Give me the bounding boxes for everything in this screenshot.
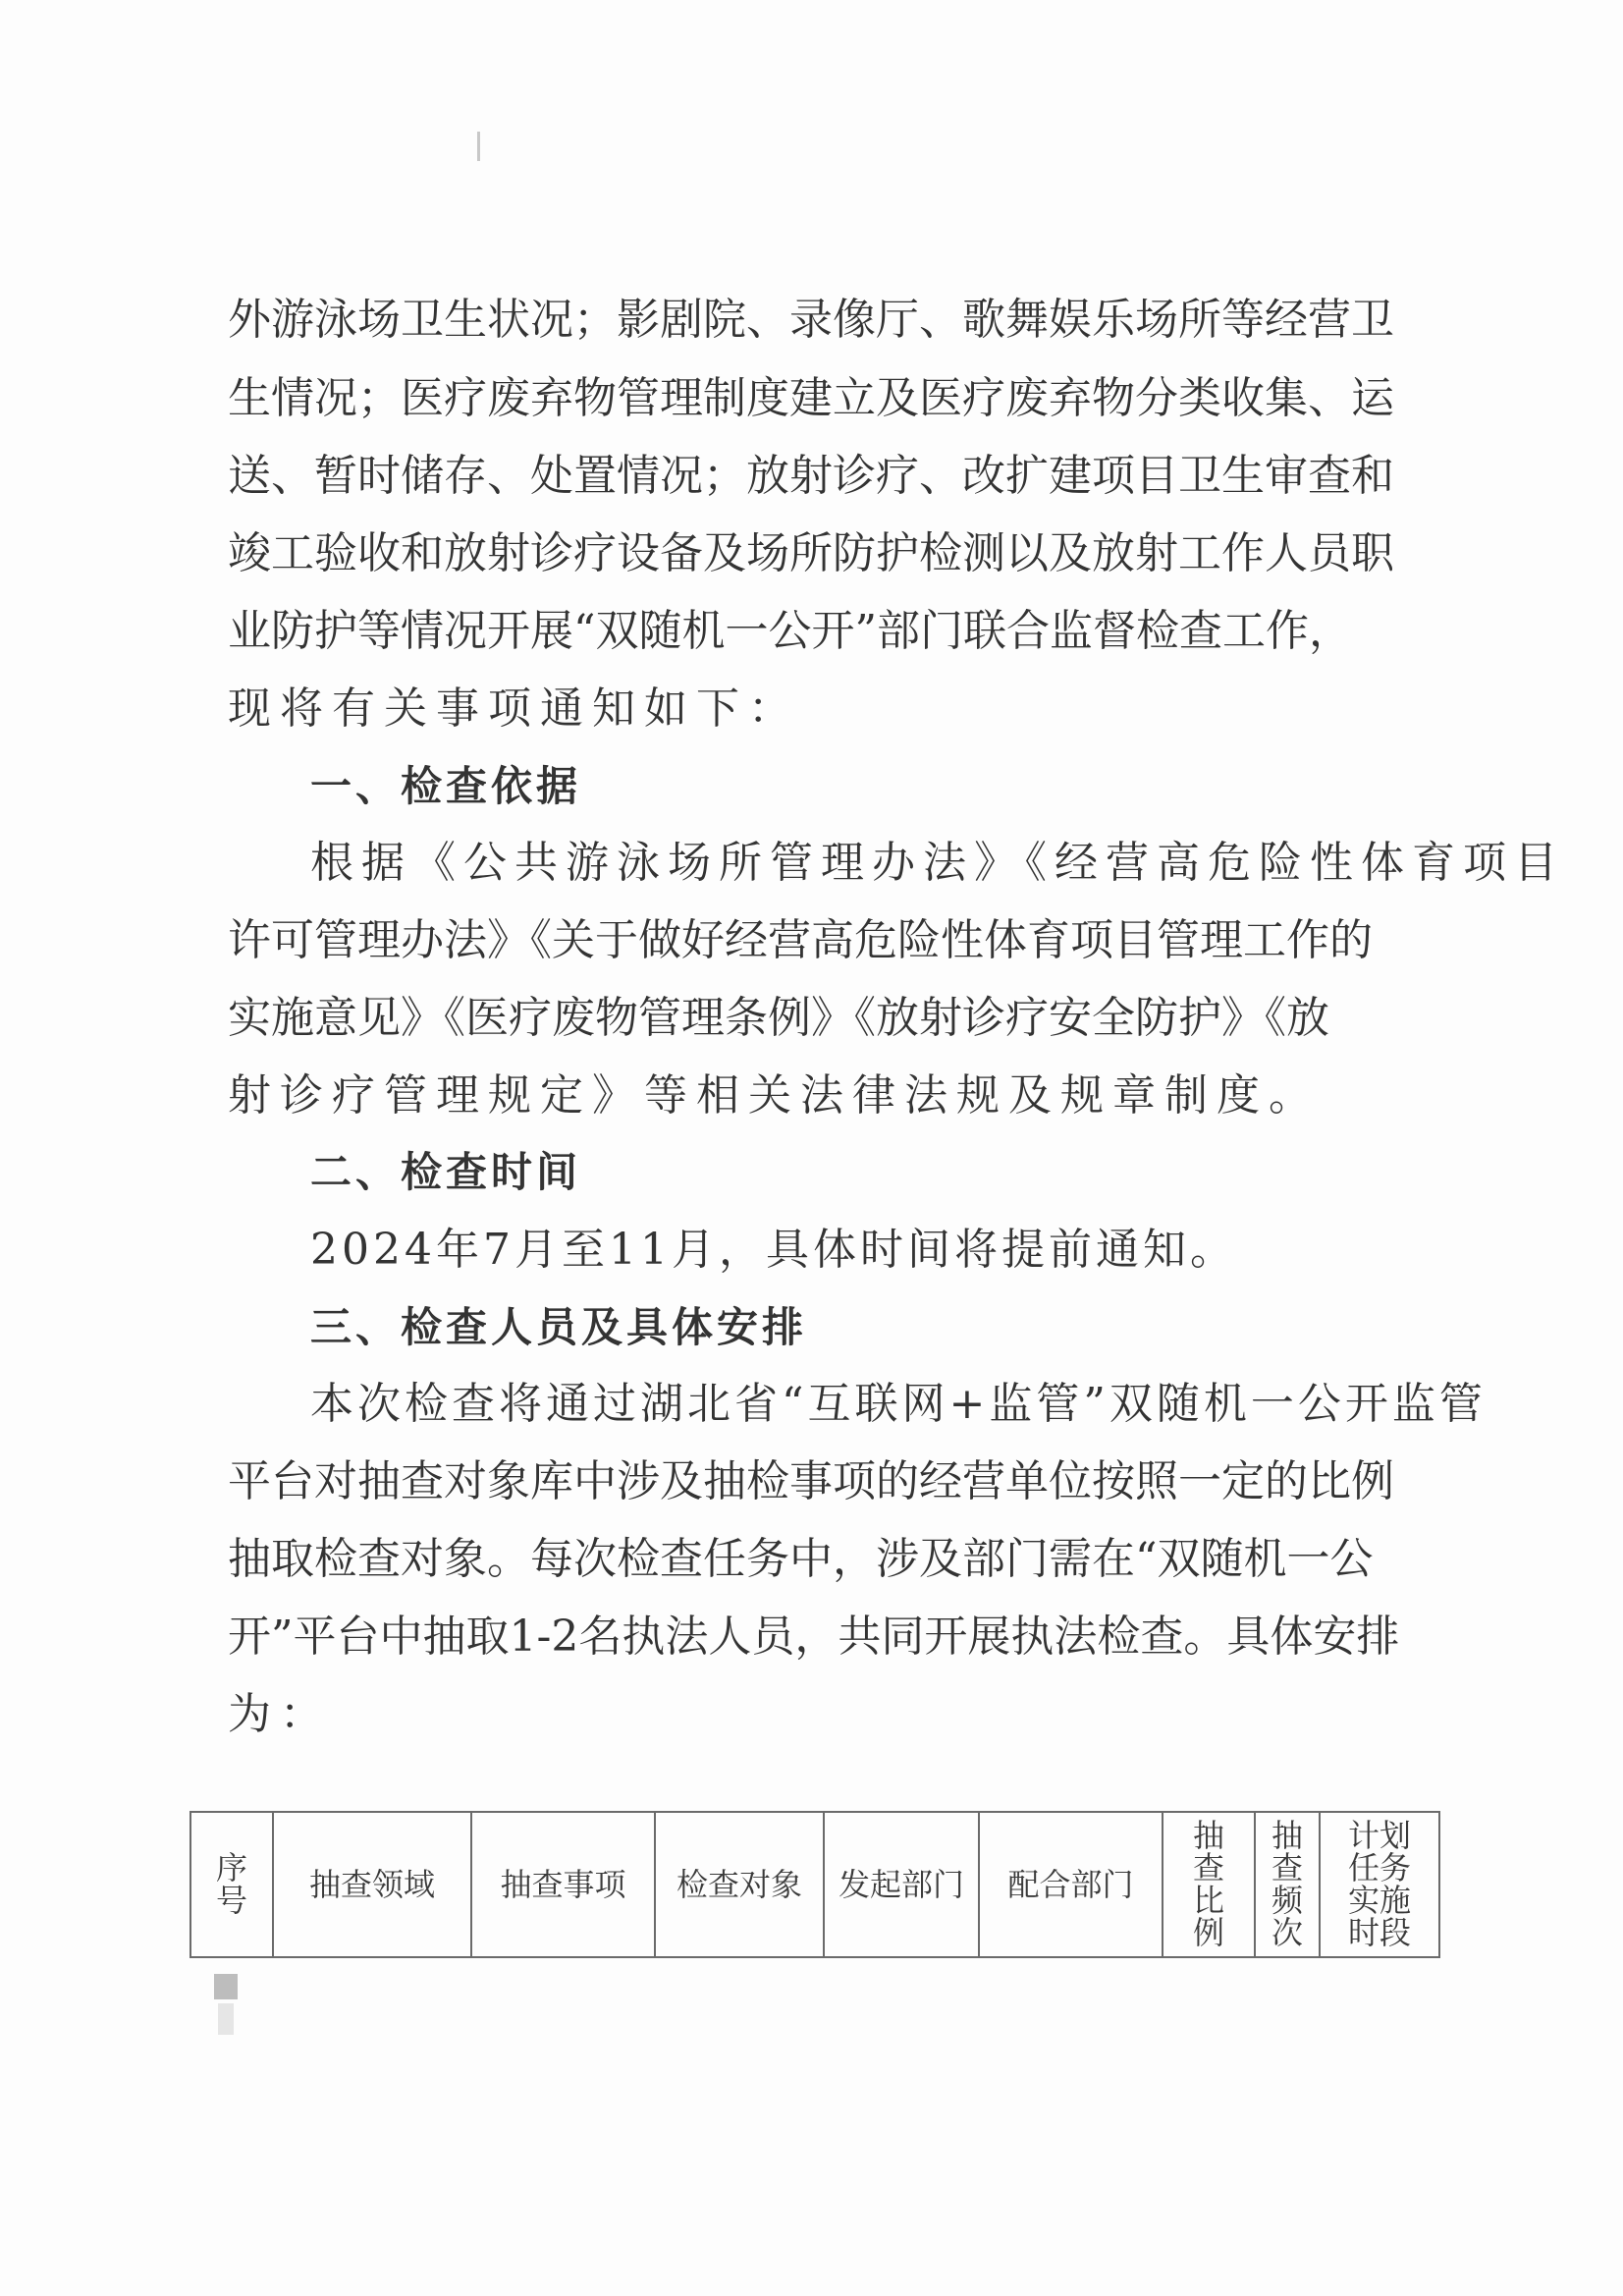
section3-line-4: 开”平台中抽取1-2名执法人员，共同开展执法检查。具体安排 — [228, 1612, 1400, 1662]
header-cell-index: 序号 — [190, 1812, 273, 1957]
para1-line-2: 生情况；医疗废弃物管理制度建立及医疗废弃物分类收集、运 — [228, 373, 1394, 423]
para1-line-1: 外游泳场卫生状况；影剧院、录像厅、歌舞娱乐场所等经营卫 — [228, 295, 1394, 345]
section1-line-1: 根据《公共游泳场所管理办法》《经营高危险性体育项目 — [310, 838, 1565, 888]
arrangement-table — [189, 1811, 1440, 1958]
section1-line-4: 射诊疗管理规定》等相关法律法规及规章制度。 — [228, 1070, 1321, 1121]
section1-line-2: 许可管理办法》《关于做好经营高危险性体育项目管理工作的 — [228, 915, 1373, 965]
para1-line-4: 竣工验收和放射诊疗设备及场所防护检测以及放射工作人员职 — [228, 528, 1394, 578]
para1-line-6: 现将有关事项通知如下： — [228, 683, 800, 734]
section2-heading: 二、检查时间 — [310, 1148, 582, 1196]
para1-line-5: 业防护等情况开展“双随机一公开”部门联合监督检查工作， — [228, 606, 1352, 656]
section3-line-2: 平台对抽查对象库中涉及抽检事项的经营单位按照一定的比例 — [228, 1456, 1394, 1506]
header-cell-ratio: 抽查比例 — [1163, 1812, 1255, 1957]
section1-heading: 一、检查依据 — [310, 762, 582, 810]
section1-line-3: 实施意见》《医疗废物管理条例》《放射诊疗安全防护》《放 — [228, 993, 1329, 1043]
header-cell-item: 抽查事项 — [471, 1812, 655, 1957]
header-cell-domain: 抽查领域 — [273, 1812, 471, 1957]
para1-line-3: 送、暂时储存、处置情况；放射诊疗、改扩建项目卫生审查和 — [228, 451, 1394, 501]
section3-line-1: 本次检查将通过湖北省“互联网+监管”双随机一公开监管 — [310, 1379, 1487, 1429]
scan-mark-top — [477, 132, 480, 161]
scan-mark-left — [214, 1974, 238, 1999]
header-cell-target: 检查对象 — [655, 1812, 824, 1957]
scan-mark-left-2 — [218, 2003, 234, 2035]
header-cell-period: 计划任务实施时段 — [1320, 1812, 1439, 1957]
section3-line-3: 抽取检查对象。每次检查任务中，涉及部门需在“双随机一公 — [228, 1534, 1374, 1584]
table-header-row — [190, 1812, 1439, 1957]
header-cell-frequency: 抽查频次 — [1255, 1812, 1320, 1957]
header-cell-cooperator: 配合部门 — [979, 1812, 1163, 1957]
header-cell-initiator: 发起部门 — [824, 1812, 979, 1957]
section3-line-5: 为： — [228, 1689, 332, 1739]
section2-line: 2024年7月至11月，具体时间将提前通知。 — [310, 1225, 1237, 1275]
section3-heading: 三、检查人员及具体安排 — [310, 1303, 808, 1351]
